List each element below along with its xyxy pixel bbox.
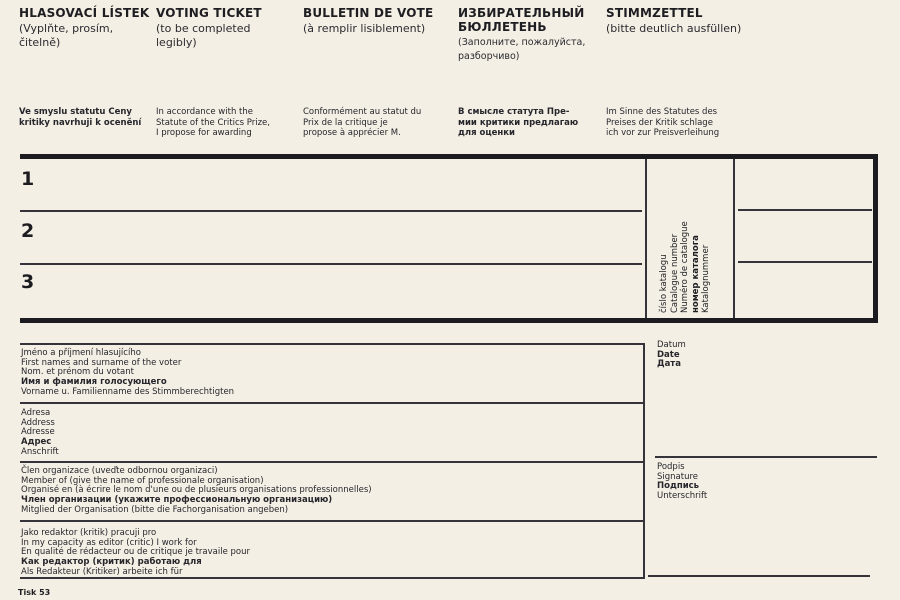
intro-french-line2: Prix de la critique je [303,117,388,128]
address-label-russian: Адрес [21,437,52,448]
header-german [606,6,766,36]
intro-czech-line1: Ve smyslu statutu Ceny [19,107,132,117]
signature-label-czech: Podpis [657,462,685,472]
subtitle-german-line1: (bitte deutlich ausfüllen) [606,22,742,35]
title-czech: HLASOVACÍ LÍSTEK [19,6,150,20]
subtitle-french-line1: (à remplir lisiblement) [303,22,426,35]
header-russian [458,6,606,64]
intro-french-line3: propose à apprécier M. [303,128,401,138]
row-number-1: 1 [21,168,35,190]
table-right-border [873,154,878,323]
form-top-line [20,343,645,345]
intro-english [156,107,304,139]
editor-line [20,520,643,522]
title-russian-line2: БЮЛЛЕТЕНЬ [458,20,547,34]
date-label-czech: Datum [657,340,686,350]
title-german: STIMMZETTEL [606,6,703,20]
header-czech [19,6,167,50]
voter-name-label [21,349,234,398]
name-label-german: Vorname u. Familienname des Stimmberechtigten [21,386,235,397]
table-bottom-border [20,318,878,323]
print-number: Tisk 53 [18,588,51,597]
address-label-french: Adresse [21,427,55,438]
row-number-2: 2 [21,220,35,242]
title-english: VOTING TICKET [156,6,262,20]
catalogue-row-line-1 [738,209,872,211]
editor-label-english: In my capacity as editor (critic) I work for [21,537,197,548]
subtitle-czech-line2: čitelně) [19,36,61,49]
catalogue-row-line-2 [738,261,872,263]
name-label-french: Nom. et prénom du votant [21,367,134,378]
editor-label-russian: Как редактор (критик) работаю для [21,557,202,568]
intro-french-line1: Conformément au statut du [303,107,422,117]
organization-label-german: Mitglied der Organisation (bitte die Fachorganisation angeben) [21,504,289,515]
intro-russian-line3: для оценки [458,128,516,138]
intro-english-line1: In accordance with the [156,107,253,117]
address-label [21,409,59,458]
catalogue-label-russian: номер каталога [690,235,701,313]
address-label-czech: Adresa [21,408,51,418]
intro-russian-line1: В смысле статута Пре- [458,107,570,117]
intro-russian-line2: мии критики предлагаю [458,117,579,128]
row-line-1 [20,210,642,212]
catalogue-label-german: Katalognummer [701,244,711,313]
editor-label-czech: Jako redaktor (kritik) pracuji pro [21,528,157,538]
organization-label-english: Member of (give the name of professionale organisation) [21,475,264,486]
intro-german-line3: ich vor zur Preisverleihung [606,128,720,138]
intro-german-line1: Im Sinne des Statutes des [606,107,718,117]
address-label-german: Anschrift [21,446,59,457]
editor-label [21,529,250,578]
signature-label [657,463,707,502]
catalogue-label-french: Numéro de catalogue [680,221,690,313]
row-line-2 [20,263,642,265]
row-number-3: 3 [21,271,35,293]
subtitle-russian-line1: (Заполните, пожалуйста, [458,37,586,48]
intro-english-line2: Statute of the Critics Prize, [156,117,270,128]
signature-label-english: Signature [657,471,699,482]
table-top-border [20,154,878,159]
date-label-russian: Дата [657,359,681,370]
catalogue-label-english: Catalogue number [669,233,680,313]
date-label [657,341,686,370]
organization-label-russian: Член организации (укажите профессиональную организацию) [21,495,333,506]
header-english [156,6,304,50]
subtitle-russian-line2: разборчиво) [458,51,520,62]
title-russian-line1: ИЗБИРАТЕЛЬНЫЙ [458,6,585,20]
subtitle-czech-line1: (Vyplňte, prosím, [19,22,114,35]
intro-french [303,107,451,139]
subtitle-english-line2: legibly) [156,36,197,49]
catalogue-right-divider [733,159,735,318]
organization-line [20,461,643,463]
signature-label-russian: Подпись [657,481,700,492]
signature-line [648,575,870,577]
name-label-russian: Имя и фамилия голосующего [21,377,167,388]
date-signature-divider [655,456,877,458]
address-label-english: Address [21,417,55,428]
form-right-divider [643,343,645,578]
intro-russian [458,107,606,139]
catalogue-number-label [659,221,712,313]
intro-german [606,107,776,139]
intro-german-line2: Preises der Kritik schlage [606,117,713,128]
intro-czech-line2: kritiky navrhuji k ocenění [19,117,142,128]
intro-english-line3: I propose for awarding [156,128,252,138]
signature-label-german: Unterschrift [657,491,708,502]
header-french [303,6,451,36]
organization-label-french: Organisé en (à écrire le nom d'une ou de plusieurs organisations professionnelles) [21,485,372,496]
editor-label-german: Als Redakteur (Kritiker) arbeite ich für [21,566,183,577]
catalogue-left-divider [645,159,647,318]
title-french: BULLETIN DE VOTE [303,6,434,20]
date-label-english: Date [657,349,680,360]
editor-label-french: En qualité de rédacteur ou de critique je travaile pour [21,547,250,558]
address-line [20,402,643,404]
intro-czech [19,107,167,128]
catalogue-label-czech: číslo katalogu [659,254,669,313]
organization-label-czech: Člen organizace (uveďte odbornou organizaci) [21,466,218,476]
subtitle-english-line1: (to be completed [156,22,251,35]
name-label-czech: Jméno a příjmení hlasujícího [21,348,141,358]
name-label-english: First names and surname of the voter [21,357,182,368]
organization-label [21,467,372,516]
